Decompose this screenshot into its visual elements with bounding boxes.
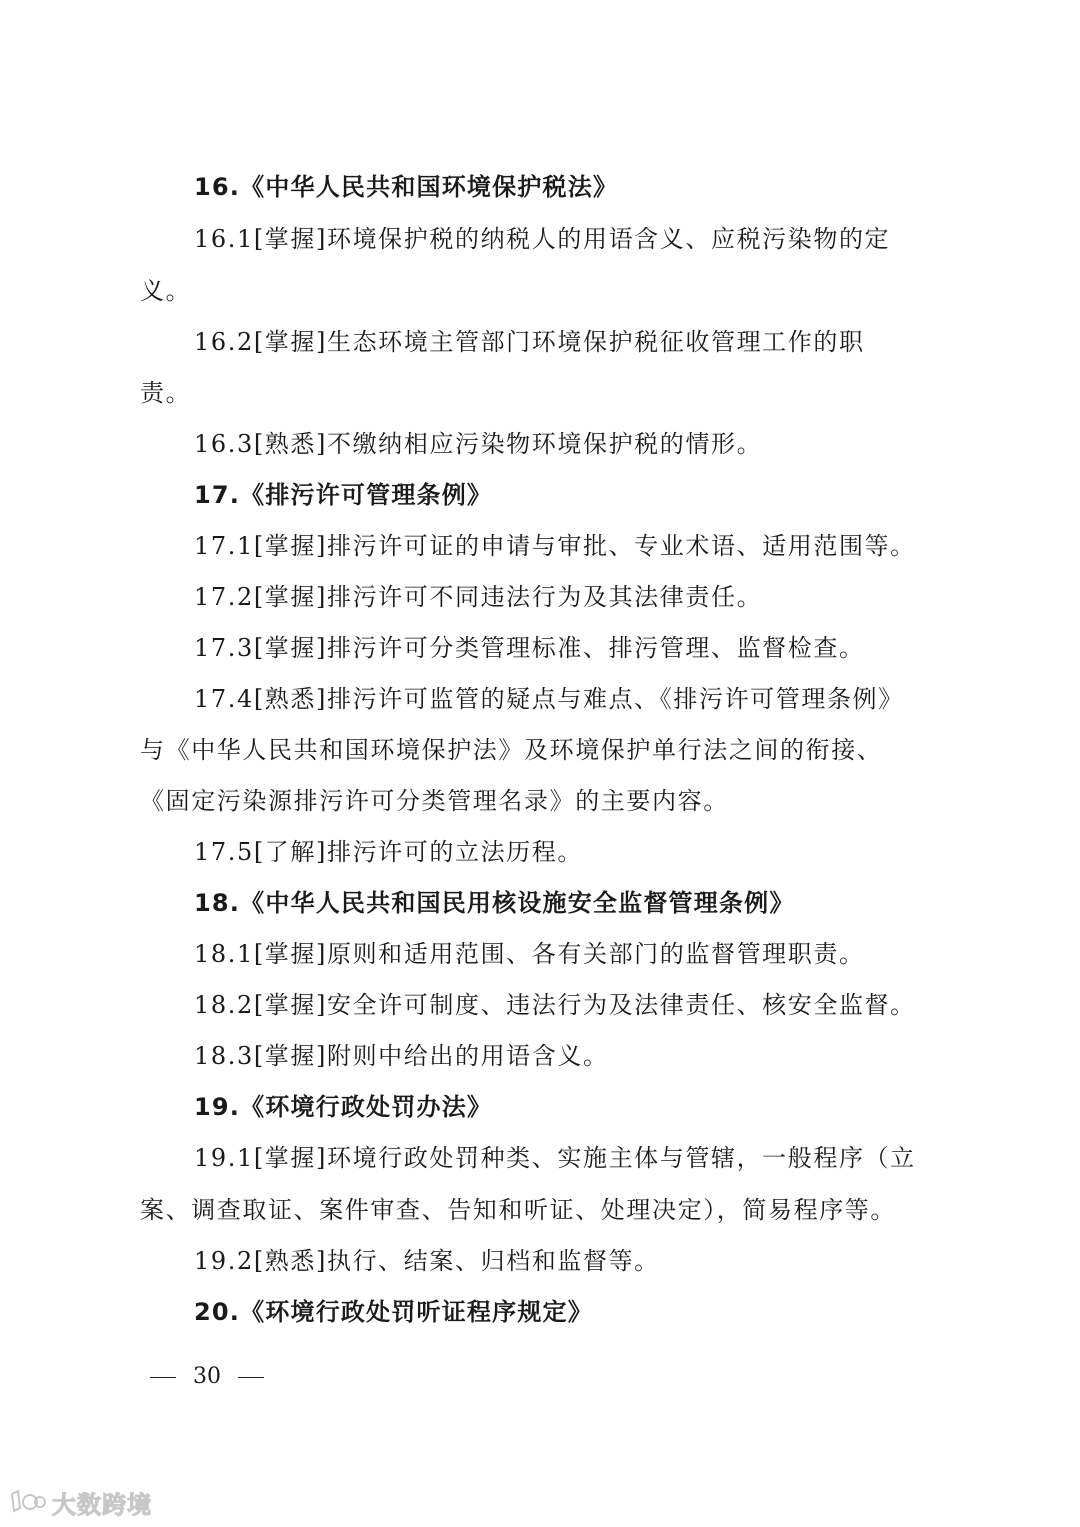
section-heading-19: 19.《环境行政处罚办法》 xyxy=(194,1093,493,1121)
footer-dash-right xyxy=(238,1377,264,1378)
item-16-2-cont: 责。 xyxy=(140,379,192,407)
logo-icon xyxy=(8,1488,48,1516)
section-heading-17: 17.《排污许可管理条例》 xyxy=(194,481,493,509)
page-number-footer xyxy=(140,1362,274,1392)
footer-dash-left xyxy=(150,1377,176,1378)
item-17-4-cont-1: 与《中华人民共和国环境保护法》及环境保护单行法之间的衔接、 xyxy=(140,736,883,764)
item-19-2: 19.2[熟悉]执行、结案、归档和监督等。 xyxy=(194,1247,660,1275)
section-heading-18: 18.《中华人民共和国民用核设施安全监督管理条例》 xyxy=(194,889,795,917)
item-19-1-cont: 案、调查取证、案件审查、告知和听证、处理决定），简易程序等。 xyxy=(140,1196,896,1224)
item-17-1: 17.1[掌握]排污许可证的申请与审批、专业术语、适用范围等。 xyxy=(194,532,916,560)
item-18-2: 18.2[掌握]安全许可制度、违法行为及法律责任、核安全监督。 xyxy=(194,991,916,1019)
item-19-1: 19.1[掌握]环境行政处罚种类、实施主体与管辖，一般程序（立 xyxy=(194,1144,916,1172)
watermark xyxy=(8,1486,152,1518)
item-16-3: 16.3[熟悉]不缴纳相应污染物环境保护税的情形。 xyxy=(194,430,763,458)
item-16-2: 16.2[掌握]生态环境主管部门环境保护税征收管理工作的职 xyxy=(194,328,865,356)
item-18-1: 18.1[掌握]原则和适用范围、各有关部门的监督管理职责。 xyxy=(194,940,865,968)
item-17-5: 17.5[了解]排污许可的立法历程。 xyxy=(194,838,583,866)
watermark-text: 大数跨境 xyxy=(52,1490,152,1519)
page-number: 30 xyxy=(193,1364,221,1389)
item-18-3: 18.3[掌握]附则中给出的用语含义。 xyxy=(194,1042,609,1070)
item-16-1: 16.1[掌握]环境保护税的纳税人的用语含义、应税污染物的定 xyxy=(194,225,891,253)
section-heading-20: 20.《环境行政处罚听证程序规定》 xyxy=(194,1298,593,1326)
item-16-1-cont: 义。 xyxy=(140,277,192,305)
item-17-4: 17.4[熟悉]排污许可监管的疑点与难点、《排污许可管理条例》 xyxy=(194,685,904,713)
item-17-2: 17.2[掌握]排污许可不同违法行为及其法律责任。 xyxy=(194,583,763,611)
section-heading-16: 16.《中华人民共和国环境保护税法》 xyxy=(194,173,619,201)
item-17-4-cont-2: 《固定污染源排污许可分类管理名录》的主要内容。 xyxy=(140,787,729,815)
item-17-3: 17.3[掌握]排污许可分类管理标准、排污管理、监督检查。 xyxy=(194,634,865,662)
